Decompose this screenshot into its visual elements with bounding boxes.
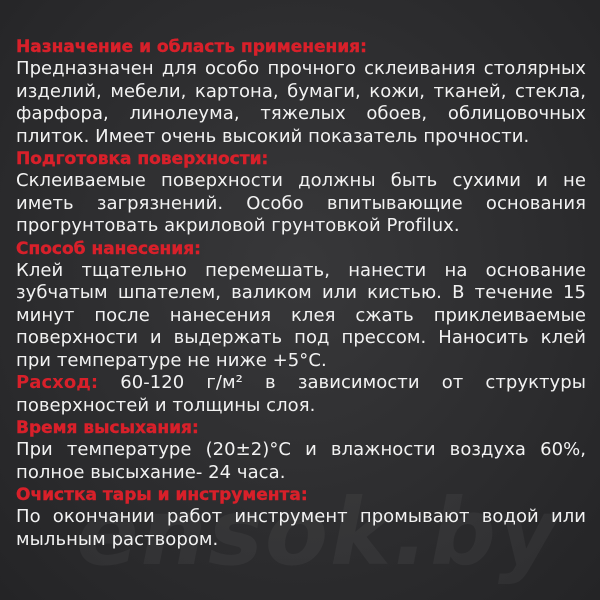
consumption-heading: Расход: (16, 372, 99, 393)
drying-heading: Время высыхания: (16, 418, 199, 438)
surface-text: Склеиваемые поверхности должны быть сухими и не иметь загрязнений. Особо впитывающие основания прогрунтовать акриловой грунтовкой Profilux. (16, 170, 586, 236)
purpose-heading: Назначение и область применения: (16, 37, 367, 57)
surface-heading: Подготовка поверхности: (16, 149, 269, 169)
method-text: Клей тщательно перемешать, нанести на основание зубчатым шпателем, валиком или кистью. В течение 15 минут после нанесения клея сжать приклеиваемые поверхности и выдержать под прессом. Наносить клей при температуре не ниже +5°С. (16, 259, 586, 371)
cleaning-heading: Очистка тары и инструмента: (16, 485, 308, 505)
instructions-document (16, 36, 586, 551)
consumption-paragraph (16, 372, 586, 417)
purpose-text: Предназначен для особо прочного склеивания столярных изделий, мебели, картона, бумаги, кожи, тканей, стекла, фарфора, линолеума, тяжелых обоев, облицовочных плиток. Имеет очень высокий показатель прочности. (16, 58, 586, 147)
cleaning-text: По окончании работ инструмент промывают водой или мыльным раствором. (16, 506, 586, 550)
consumption-text: 60-120 г/м² в зависимости от структуры поверхностей и толщины слоя. (16, 372, 586, 416)
method-heading: Способ нанесения: (16, 238, 201, 259)
drying-text: При температуре (20±2)°С и влажности воздуха 60%, полное высыхание- 24 часа. (16, 439, 586, 483)
